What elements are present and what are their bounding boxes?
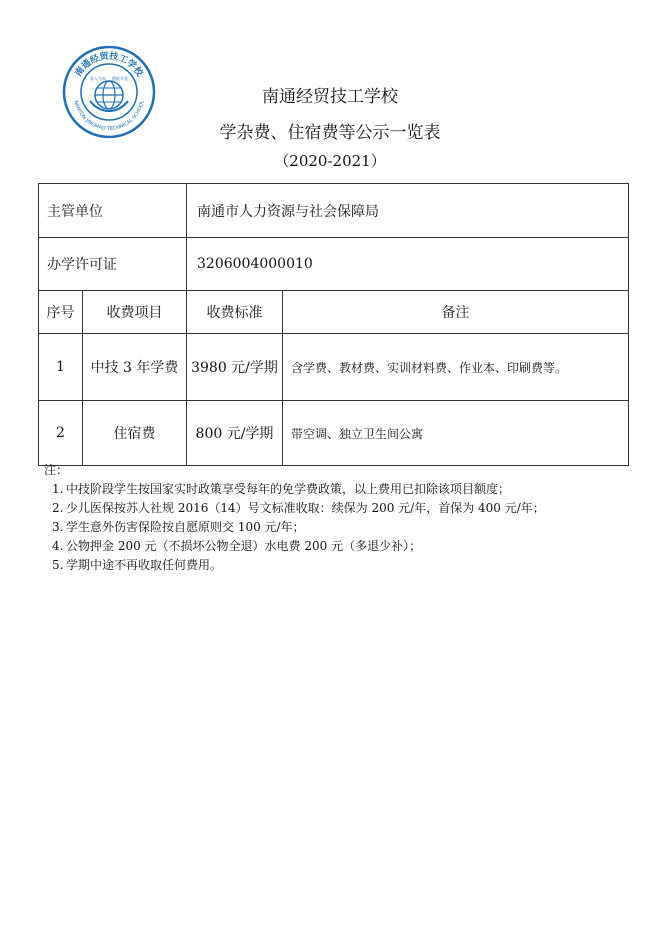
year-range: （2020-2021）: [274, 152, 386, 170]
note-item: [52, 499, 545, 518]
admin-value: 南通市人力资源与社会保障局: [187, 184, 629, 238]
fee-table: [38, 183, 629, 466]
notes-label: 注：: [44, 463, 69, 477]
table-row: [39, 401, 629, 466]
logo-ring-bottom-text: NANTON JINGMAO TECHNICAL SCHOOL: [72, 99, 146, 133]
column-header-no: 序号: [39, 291, 83, 334]
note-text: 公物押金 200 元（不损坏公物全退）水电费 200 元（多退少补）；: [66, 539, 422, 553]
column-header-standard: 收费标准: [187, 291, 283, 334]
license-row: [39, 238, 629, 291]
column-header-item: 收费项目: [83, 291, 187, 334]
note-number: 3.: [52, 520, 64, 534]
license-value: 3206004000010: [187, 238, 629, 291]
row-number: 2: [39, 401, 83, 466]
school-name: 南通经贸技工学校: [262, 87, 398, 107]
document-title: 学杂费、住宿费等公示一览表: [219, 123, 441, 143]
logo-inner-left-text: 育人为本: [90, 76, 106, 81]
fee-remark: 含学费、教材费、实训材料费、作业本、印刷费等。: [283, 334, 629, 401]
fee-remark: 带空调、独立卫生间公寓: [283, 401, 629, 466]
fee-item: 住宿费: [83, 401, 187, 466]
note-item: [52, 556, 545, 575]
note-item: [52, 480, 545, 499]
license-label: 办学许可证: [39, 238, 187, 291]
column-header-remark: 备注: [283, 291, 629, 334]
admin-row: [39, 184, 629, 238]
note-number: 5.: [52, 558, 64, 572]
table-header-row: [39, 291, 629, 334]
note-text: 学生意外伤害保险按自愿原则交 100 元/年；: [66, 520, 305, 534]
note-number: 1.: [52, 482, 64, 496]
notes-list: [44, 480, 545, 575]
note-text: 少儿医保按苏人社规 2016（14）号文标准收取：续保为 200 元/年，首保为 400 元/年；: [66, 501, 545, 515]
notes-section: [44, 461, 545, 575]
fee-standard: 800 元/学期: [187, 401, 283, 466]
fee-item: 中技 3 年学费: [83, 334, 187, 401]
note-number: 2.: [52, 501, 64, 515]
note-item: [52, 537, 545, 556]
fee-standard: 3980 元/学期: [187, 334, 283, 401]
logo-inner-right-text: 德能并重: [112, 76, 128, 81]
note-number: 4.: [52, 539, 64, 553]
note-text: 学期中途不再收取任何费用。: [66, 558, 223, 572]
note-item: [52, 518, 545, 537]
row-number: 1: [39, 334, 83, 401]
logo-ring-top-text: 南通经贸技工学校: [73, 51, 145, 79]
table-row: [39, 334, 629, 401]
note-text: 中技阶段学生按国家实时政策享受每年的免学费政策，以上费用已扣除该项目额度；: [66, 482, 511, 496]
admin-label: 主管单位: [39, 184, 187, 238]
